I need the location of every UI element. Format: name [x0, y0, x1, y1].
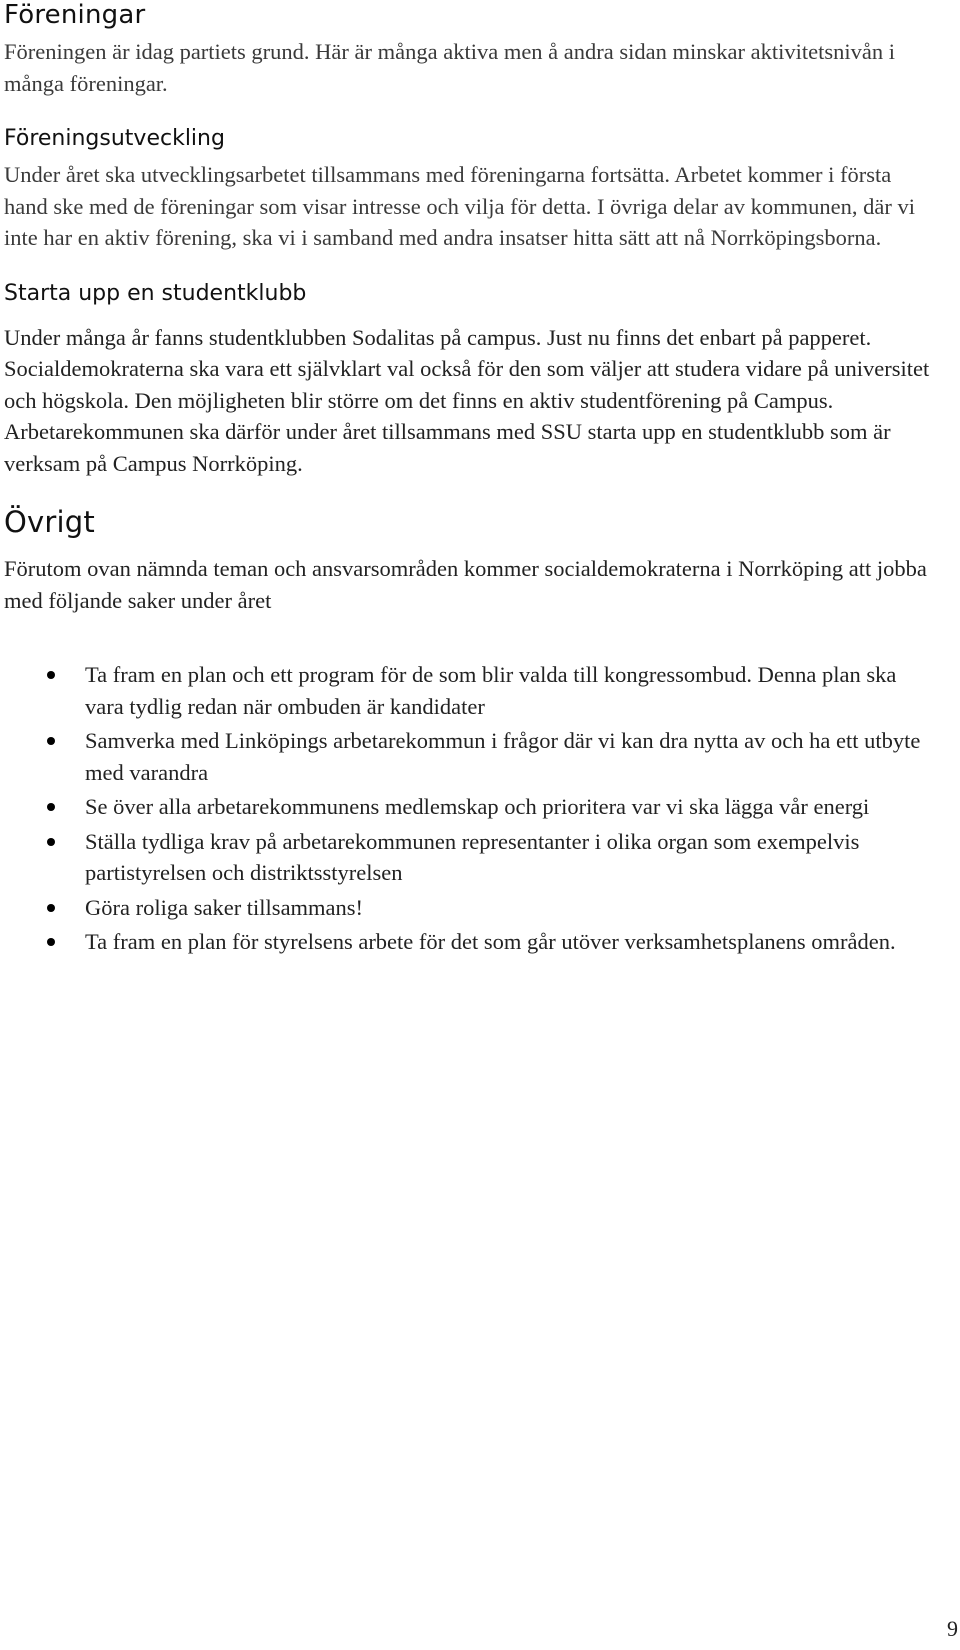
bullet-icon [47, 904, 55, 912]
paragraph-foreningar: Föreningen är idag partiets grund. Här är många aktiva men å andra sidan minskar aktivitetsnivån i många föreningar. [4, 39, 895, 96]
list-item [4, 791, 940, 823]
bullet-icon [47, 803, 55, 811]
list-item [4, 826, 940, 889]
page-number: 9 [947, 1616, 958, 1641]
bullet-icon [47, 938, 55, 946]
bullet-icon [47, 671, 55, 679]
bullet-icon [47, 838, 55, 846]
list-item-text: Ställa tydliga krav på arbetarekommunen representanter i olika organ som exempelvis partistyrelsen och distriktsstyrelsen [85, 828, 860, 885]
heading-studentklubb: Starta upp en studentklubb [4, 280, 307, 306]
paragraph-studentklubb: Under många år fanns studentklubben Sodalitas på campus. Just nu finns det enbart på papperet. Socialdemokraterna ska vara ett självklart val också för den som väljer att studera vidare på universitet och högskola. Den möjligheten blir större om det finns en aktiv studentförening på Campus. Arbetarekommunen ska därför under året tillsammans med SSU starta upp en studentklubb som är verksam på Campus Norrköping. [4, 324, 930, 476]
list-item-text: Göra roliga saker tillsammans! [85, 894, 364, 920]
list-item-text: Se över alla arbetarekommunens medlemskap och prioritera var vi ska lägga vår energi [85, 794, 870, 819]
bullet-icon [47, 737, 55, 745]
heading-foreningsutveckling: Föreningsutveckling [4, 126, 225, 151]
document-page [4, 0, 940, 961]
list-item [4, 725, 940, 788]
list-item [4, 892, 940, 924]
paragraph-foreningsutveckling: Under året ska utvecklingsarbetet tillsammans med föreningarna fortsätta. Arbetet kommer i första hand ske med de föreningar som visar intresse och vilja för detta. I övriga delar av kommunen, där vi inte har en aktiv förening, ska vi i samband med andra insatser hitta sätt att nå Norrköpingsborna. [4, 162, 915, 250]
list-item [4, 926, 940, 958]
bullet-list-ovrigt [4, 659, 940, 958]
paragraph-ovrigt: Förutom ovan nämnda teman och ansvarsområden kommer socialdemokraterna i Norrköping att jobba med följande saker under året [4, 556, 927, 613]
list-item-text: Ta fram en plan för styrelsens arbete för det som går utöver verksamhetsplanens områden. [85, 929, 896, 954]
heading-foreningar: Föreningar [4, 0, 146, 30]
list-item-text: Samverka med Linköpings arbetarekommun i frågor där vi kan dra nytta av och ha ett utbyte med varandra [85, 728, 921, 785]
list-item [4, 659, 940, 722]
list-item-text: Ta fram en plan och ett program för de som blir valda till kongressombud. Denna plan ska vara tydlig redan när ombuden är kandidater [85, 662, 897, 719]
heading-ovrigt: Övrigt [4, 505, 95, 539]
